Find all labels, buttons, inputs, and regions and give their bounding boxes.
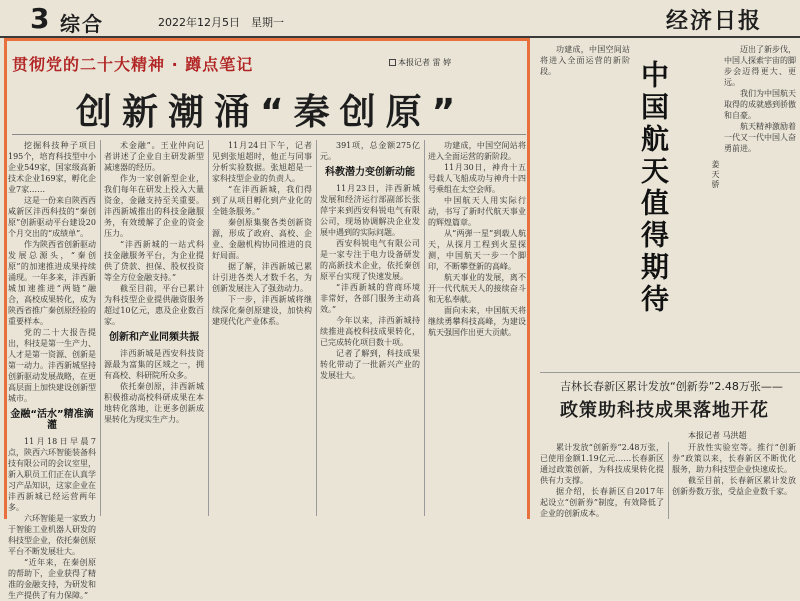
byline-box-icon [389,59,396,66]
paragraph: 下一步，沣西新城将继续深化秦创原建设，加快构建现代化产业体系。 [212,295,312,326]
paragraph: 秦创原集聚各类创新资源，形成了政府、高校、企业、金融机构协同推进的良好局面。 [212,218,312,260]
article-column-2 [104,140,204,516]
feature-byline [389,57,451,68]
paragraph: 航天精神激励着一代又一代中国人奋勇前进。 [724,122,796,153]
divider [12,134,526,135]
feature-headline: 创新潮涌“秦创原” [76,92,466,133]
paragraph: 术金融”。王业仲向记者讲述了企业自主研发新型减速器的经历。 [104,141,204,172]
paragraph: 依托秦创原，沣西新城积极推动高校科研成果在本地转化落地，让更多创新成果转化为现实生产力。 [104,382,204,424]
feature-header [6,40,526,136]
lower-article-column-1 [540,442,664,519]
divider [540,372,800,373]
masthead [0,0,800,38]
commentary-headline: 中国航天值得期待 [637,60,670,316]
article-column-5 [428,140,526,516]
paragraph: 开放性实验室等。推行“创新券”政策以来，长春新区不断优化服务，助力科技型企业快速成长。 [672,443,796,474]
paragraph: 功建成，中国空间站将进入全面运营的新阶段。 [540,45,630,76]
paragraph: 11月24日下午，记者见到张旭超时，他正与同事分析实验数据。张旭超是一家科技型企业的负责人。 [212,141,312,183]
article-column-3 [212,140,312,516]
column-divider [208,140,209,516]
lower-article-headline: 政策助科技成果落地开花 [560,400,769,421]
column-divider [424,140,425,516]
paragraph: 截至目前，平台已累计为科技型企业提供融资服务超过10亿元，惠及企业数百家。 [104,284,204,326]
paragraph: 迈出了新步伐，中国人探索宇宙的脚步会迈得更大、更远。 [724,45,796,87]
section-subhead: 金融“活水”精准滴灌 [10,409,94,431]
lower-article-subhead: 吉林长春新区累计发放“创新券”2.48万张—— [560,380,783,393]
paragraph: 据介绍，长春新区自2017年起设立“创新券”制度，有效降低了企业的创新成本。 [540,487,664,518]
paragraph: “沣西新城的一站式科技金融服务平台，为企业提供了贷款、担保、股权投资等全方位金融支持。” [104,240,204,282]
commentary-column-right [724,44,796,364]
article-column-1 [8,140,96,600]
lower-article-byline: 本报记者 马洪超 [688,431,747,440]
lower-article-column-2 [672,442,796,519]
article-column-4 [320,140,420,516]
column-divider [668,442,669,519]
paragraph: 11月23日，沣西新城发展和经济运行部副部长张萍宇来到西安科锐电气有限公司，现场协调解决企业发展中遇到的实际问题。 [320,184,420,237]
paragraph: 六环智能是一家致力于智能工业机器人研发的科技型企业，依托秦创原平台不断发展壮大。 [8,514,96,556]
paragraph: 党的二十大报告提出，科技是第一生产力、人才是第一资源、创新是第一动力。沣西新城坚持创新驱动发展战略，在更高层面上加快建设创新型城市。 [8,328,96,403]
paragraph: “沣西新城的营商环境非常好，各部门服务主动高效。” [320,283,420,314]
paragraph: 391项，总金额275亿元。 [320,141,420,161]
paragraph: 功建成，中国空间站将进入全面运营的新阶段。 [428,141,526,161]
paragraph: 11月18日早晨7点，陕西六环智能装备科技有限公司的会议室里，新入职员工们正在认真学习产品知识，这家企业在沣西新城已经运营两年多。 [8,437,96,512]
paragraph: 今年以来，沣西新城持续推进高校科技成果转化，已完成转化项目数十项。 [320,316,420,347]
byline-text: 本报记者 雷 婷 [398,58,452,67]
paragraph: 11月30日，神舟十五号载人飞船成功与神舟十四号乘组在太空会师。 [428,163,526,194]
issue-date: 2022年12月5日 星期一 [158,16,284,29]
paragraph: 面向未来，中国航天将继续勇攀科技高峰，为建设航天强国作出更大贡献。 [428,306,526,337]
page-number: 3 [30,2,50,35]
feature-kicker: 贯彻党的二十大精神 · 蹲点笔记 [12,55,254,74]
paragraph: “近年来，在秦创原的帮助下，企业获得了精准的金融支持，为研发和生产提供了有力保障。” [8,558,96,600]
paragraph: 记者了解到，科技成果转化带动了一批新兴产业的发展壮大。 [320,349,420,380]
paragraph: 作为陕西省创新驱动发展总源头，“秦创原”的加速推进成果持续涌现。一年多来，沣西新城加速推进“两链”融合，高校成果转化，成为陕西省推广秦创原经验的重要样本。 [8,240,96,326]
section-subhead: 创新和产业同频共振 [109,332,199,343]
section-title: 综合 [60,12,104,36]
paragraph: 作为一家创新型企业，我们每年在研发上投入大量资金，金融支持至关重要。沣西新城推出的科技金融服务，有效缓解了企业的资金压力。 [104,174,204,238]
commentary-column [540,44,630,364]
column-divider [100,140,101,516]
paragraph: 航天事业的发展，离不开一代代航天人的接续奋斗和无私奉献。 [428,273,526,304]
paragraph: 截至目前，长春新区累计发放创新券数万张，受益企业数千家。 [672,476,796,496]
section-subhead: 科教潜力变创新动能 [325,167,415,178]
paragraph: 从“两弹一星”到载人航天，从探月工程到火星探测，中国航天一步一个脚印，不断攀登新的高峰。 [428,229,526,271]
paragraph: “在沣西新城，我们得到了从项目孵化到产业化的全链条服务。” [212,185,312,216]
paragraph: 我们为中国航天取得的成就感到骄傲和自豪。 [724,89,796,120]
paragraph: 挖掘科技种子项目195个，培育科技型中小企业549家，国家级高新技术企业169家，孵化企业7家…… [8,141,96,194]
column-divider [316,140,317,516]
paragraph: 中国航天人用实际行动，书写了新时代航天事业的辉煌篇章。 [428,196,526,227]
commentary-author: 姜天骄 [711,160,720,190]
paragraph: 西安科锐电气有限公司是一家专注于电力设备研发的高新技术企业，依托秦创原平台实现了快速发展。 [320,239,420,281]
paragraph: 这是一份来自陕西西咸新区沣西科技的“秦创原”创新驱动平台建设20个月交出的“成绩单”。 [8,196,96,238]
paragraph: 沣西新城是西安科技资源最为富集的区域之一，拥有高校、科研院所众多。 [104,349,204,380]
paragraph: 累计发放“创新券”2.48万张，已使用金额1.19亿元……长春新区通过政策创新，为科技成果转化提供有力支撑。 [540,443,664,485]
paragraph: 据了解，沣西新城已累计引进各类人才数千名，为创新发展注入了强劲动力。 [212,262,312,293]
newspaper-logo: 经济日报 [666,8,763,34]
